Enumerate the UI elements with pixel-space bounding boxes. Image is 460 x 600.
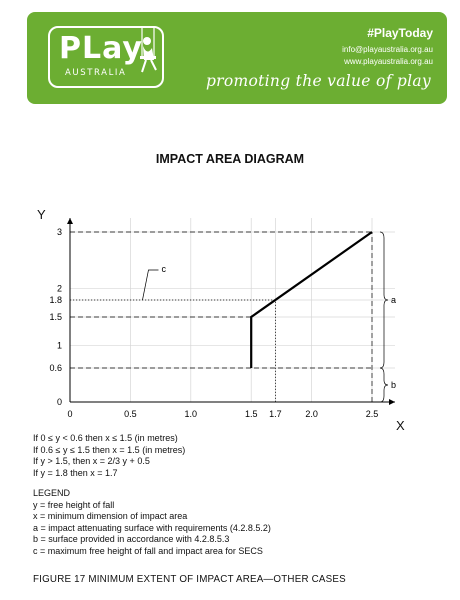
brace-b [380, 368, 388, 402]
x-tick-label: 1.5 [244, 409, 258, 419]
slogan: promoting the value of play [205, 72, 431, 90]
y-tick-label: 0 [56, 397, 62, 407]
website-link[interactable]: www.playaustralia.org.au [344, 57, 433, 66]
rule-line: If 0.6 ≤ y ≤ 1.5 then x = 1.5 (in metres) [33, 444, 186, 455]
rules-block [33, 433, 185, 479]
y-tick-label: 1.5 [49, 312, 62, 322]
logo-subtitle: AUSTRALIA [65, 68, 127, 78]
logo-wordmark: PLay [59, 31, 143, 66]
legend-heading: LEGEND [33, 488, 71, 498]
legend-item: x = minimum dimension of impact area [33, 511, 188, 521]
annotation-c-label: c [161, 264, 166, 274]
contact-email[interactable]: info@playaustralia.org.au [342, 45, 433, 54]
annotation-b-label: b [391, 380, 397, 390]
annotation-a-label: a [391, 295, 397, 305]
legend-item: c = maximum free height of fall and impact area for SECS [33, 545, 263, 556]
x-tick-label: 2.0 [305, 409, 318, 419]
rule-line: If 0 ≤ y < 0.6 then x ≤ 1.5 (in metres) [33, 433, 178, 443]
y-tick-label: 1.8 [49, 295, 62, 305]
x-tick-label: 0 [67, 409, 73, 419]
x-tick-label: 1.0 [184, 409, 198, 419]
figure-caption: FIGURE 17 MINIMUM EXTENT OF IMPACT AREA—OTHER CASES [33, 574, 346, 585]
legend-item: y = free height of fall [33, 499, 115, 510]
rule-line: If y > 1.5, then x = 2/3 y + 0.5 [33, 456, 150, 466]
x-axis-label: X [396, 418, 405, 433]
y-tick-label: 1 [56, 340, 62, 351]
x-axis-arrow [389, 399, 395, 405]
legend-block [33, 488, 271, 557]
x-tick-label: 2.5 [365, 409, 379, 419]
x-tick-label: 0.5 [124, 409, 137, 419]
annotation-c-leader [142, 270, 158, 300]
x-tick-label: 1.7 [269, 409, 282, 419]
legend-item: b = surface provided in accordance with 4.2.8.5.3 [33, 534, 230, 544]
figure-title: IMPACT AREA DIAGRAM [155, 152, 305, 166]
y-tick-label: 2 [56, 283, 62, 294]
rule-line: If y = 1.8 then x = 1.7 [33, 467, 118, 478]
y-axis-label: Y [37, 207, 46, 222]
legend-item: a = impact attenuating surface with requirements (4.2.8.5.2) [33, 522, 271, 533]
y-axis-arrow [67, 218, 73, 224]
y-tick-label: 0.6 [49, 363, 62, 373]
hashtag: #PlayToday [367, 26, 433, 40]
y-tick-label: 3 [56, 227, 62, 237]
